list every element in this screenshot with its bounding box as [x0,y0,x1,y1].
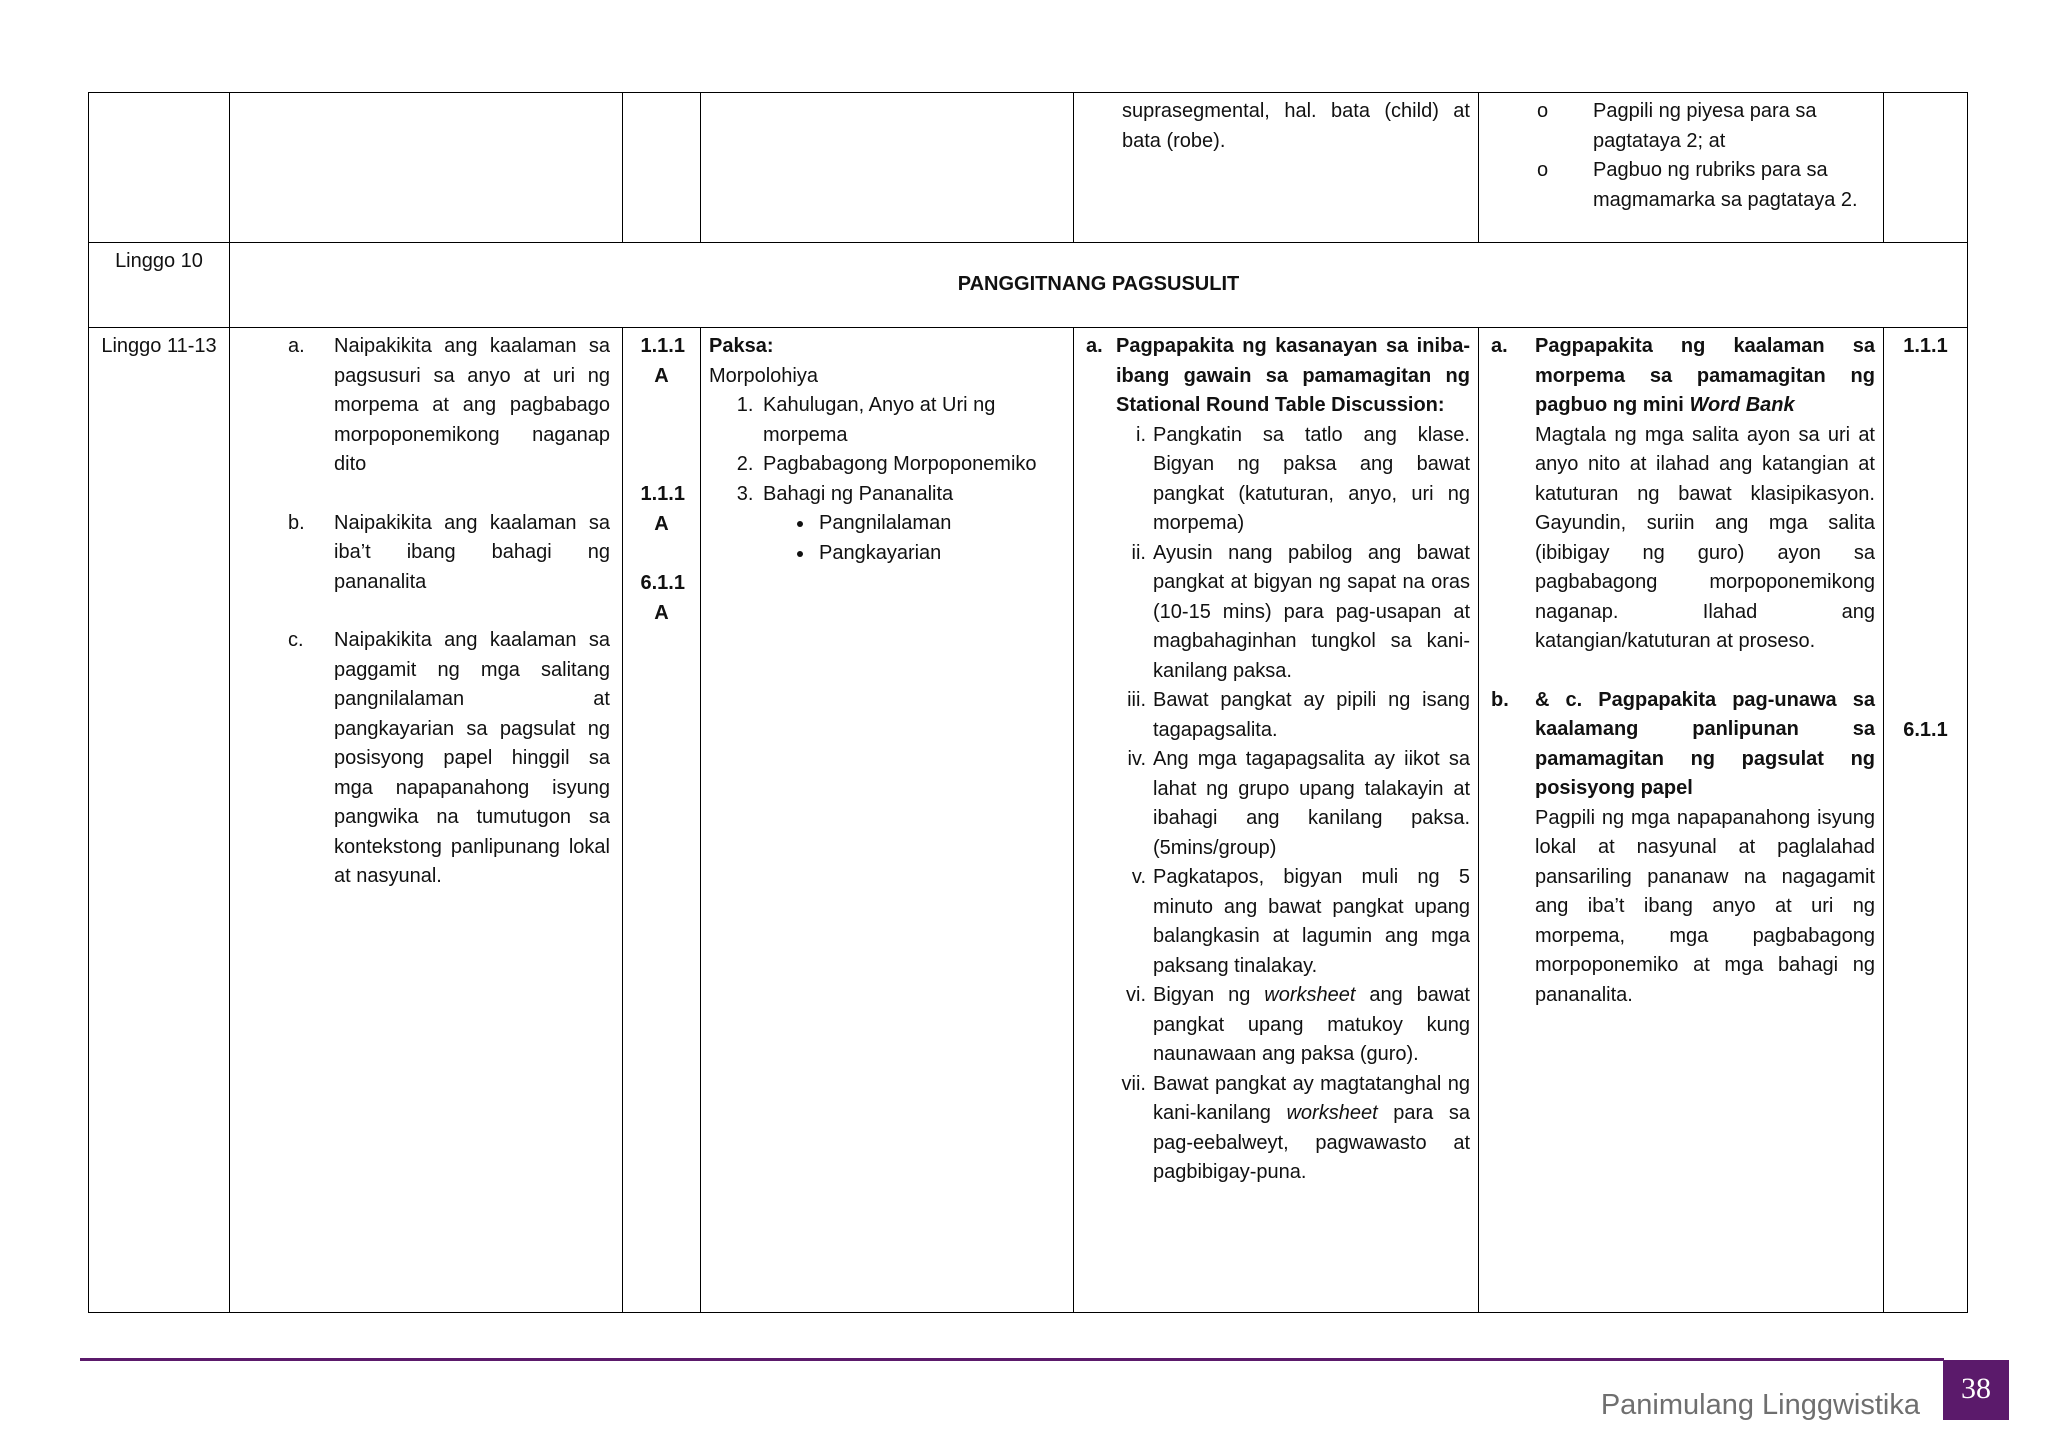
code-label: 1.1.1 [1903,335,1948,357]
footer-title: Panimulang Linggwistika [1600,1389,1920,1421]
list-item: i. Pangkatin sa tatlo ang klase. Bigyan ng paksa ang bawat pangkat (katuturan, anyo, uri ng morpema) [1136,423,1470,534]
week-cell [89,93,230,243]
week-label: Linggo 11-13 [89,328,230,1313]
list-item: 3. Bahagi ng Pananalita • Pangnilalaman • Pangkayarian [759,480,1065,569]
assess-code-cell [1884,93,1968,243]
assess-code-cell [1884,328,1968,1313]
list-item: • Pangnilalaman [815,509,1065,539]
content-cell [701,93,1074,243]
objective-item: a. Naipakikita ang kaalaman sa pagsusuri sa anyo at uri ng morpema at ang pagbabago morpoponemikong naganap dito [288,335,610,475]
code-cell [623,93,701,243]
content-topic: Morpolohiya [709,364,818,387]
code-cell [623,328,701,1313]
assessment-a: a. Pagpapakita ng kaalaman sa morpema sa pamamagitan ng pagbuo ng mini Word Bank [1491,335,1875,416]
activity-steps [1086,421,1470,1188]
objective-item: c. Naipakikita ang kaalaman sa paggamit ng mga salitang pangnilalaman at pangkayarian sa pagsulat ng posisyong papel hinggil sa mga napapanahong isyung pangwika na tumutugon sa kontekstong panlipunang lokal at nasyunal. [288,629,610,887]
objectives-cell [230,93,623,243]
assessment-cell [1479,93,1884,243]
table-row [89,243,1968,328]
list-item: iii. Bawat pangkat ay pipili ng isang tagapagsalita. [1127,689,1470,741]
footer-divider [80,1358,1944,1361]
list-item: iv. Ang mga tagapagsalita ay iikot sa lahat ng grupo upang talakayin at ibahagi ang kanilang paksa. (5mins/group) [1127,748,1470,859]
code-label: 6.1.1 [1903,718,1948,741]
table-row [89,93,1968,243]
list-item: vii. Bawat pangkat ay magtatanghal ng kani-kanilang worksheet para sa pag-eebalweyt, pagwawasto at pagbibigay-puna. [1121,1072,1470,1183]
code-label: 1.1.1 A [640,483,685,535]
list-item: 2. Pagbabagong Morpoponemiko [759,450,1065,480]
activity-cell [1074,93,1479,243]
code-label: 1.1.1 A [640,335,685,387]
objective-item: b. Naipakikita ang kaalaman sa iba’t ibang bahagi ng pananalita [288,511,610,593]
activity-continuation: suprasegmental, hal. bata (child) at bata (robe). [1122,100,1470,152]
list-item: • Pangkayarian [815,539,1065,569]
activity-heading: a. Pagpapakita ng kasanayan sa iniba-ibang gawain sa pamamagitan ng Stational Round Table Discussion: [1086,335,1470,416]
list-item: vi. Bigyan ng worksheet ang bawat pangkat upang matukoy kung naunawaan ang paksa (guro). [1126,984,1470,1065]
assessment-a-text: Magtala ng mga salita ayon sa uri at anyo nito at ilahad ang katangian at katuturan ng bawat klasipikasyon. Gayundin, suriin ang mga salita (ibibigay ng guro) ayon sa pagbabagong morpoponemikong naganap. Ilahad ang katangian/katuturan at proseso. [1535,423,1875,652]
curriculum-table [88,92,1968,1313]
sub-list [763,509,1065,568]
assessment-b: b. & c. Pagpapakita pag-unawa sa kaalamang panlipunan sa pamamagitan ng pagsulat ng posisyong papel [1491,688,1875,799]
list-item: o Pagpili ng piyesa para sa pagtataya 2; at [1537,100,1817,152]
assessment-cell [1479,328,1884,1313]
content-list [709,391,1065,568]
content-heading: Paksa: [709,335,774,357]
list-item: o Pagbuo ng rubriks para sa magmamarka sa pagtataya 2. [1537,159,1858,211]
list-item: v. Pagkatapos, bigyan muli ng 5 minuto ang bawat pangkat upang balangkasin at lagumin ang mga paksang tinalakay. [1131,866,1470,977]
content-cell [701,328,1074,1313]
assessment-b-text: Pagpili ng mga napapanahong isyung lokal at nasyunal at paglalahad pansariling pananaw na nagagamit ang iba’t ibang anyo at uri ng morpema, mga pagbabagong morpoponemiko at mga bahagi ng pananalita. [1535,806,1875,1006]
page-number: 38 [1943,1360,2009,1420]
list-item: 1. Kahulugan, Anyo at Uri ng morpema [759,391,1065,450]
exam-title: PANGGITNANG PAGSUSULIT [230,243,1968,328]
table-row [89,328,1968,1313]
activity-cell [1074,328,1479,1313]
objectives-cell [230,328,623,1313]
code-label: 6.1.1 A [640,572,685,624]
week-label: Linggo 10 [89,243,230,328]
list-item: ii. Ayusin nang pabilog ang bawat pangkat at bigyan ng sapat na oras (10-15 mins) para pag-usapan at magbahaginhan tungkol sa kani-kanilang paksa. [1131,541,1470,682]
